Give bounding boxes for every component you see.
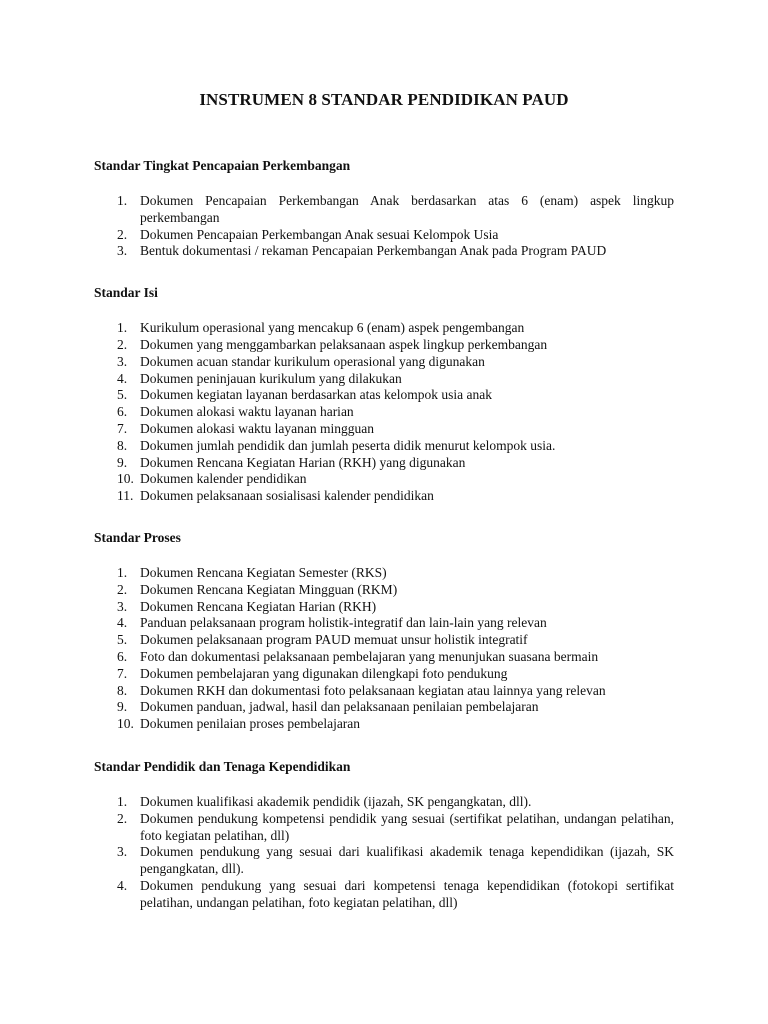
list-item-text: Panduan pelaksanaan program holistik-integratif dan lain-lain yang relevan [140,615,547,631]
section-heading: Standar Proses [94,529,181,545]
section-standar-tingkat-pencapaian [94,157,674,260]
list-item [94,699,674,716]
list-item [94,438,674,455]
list-item-text: Dokumen pendukung kompetensi pendidik yang sesuai (sertifikat pelatihan, undangan pelatihan, foto kegiatan pelatihan, dll) [140,810,674,843]
list-item-text: Bentuk dokumentasi / rekaman Pencapaian Perkembangan Anak pada Program PAUD [140,243,607,259]
list-item [94,599,674,616]
list-item-number: 6. [117,404,128,420]
list-item-text: Dokumen Pencapaian Perkembangan Anak sesuai Kelompok Usia [140,226,499,242]
list-item-number: 4. [117,370,128,386]
list-item-number: 2. [117,226,128,242]
list-item-text: Dokumen acuan standar kurikulum operasional yang digunakan [140,353,485,369]
list-item [94,615,674,632]
list-item-text: Dokumen peninjauan kurikulum yang dilakukan [140,370,402,386]
list-item-number: 8. [117,437,128,453]
list-item-text: Dokumen pembelajaran yang digunakan dilengkapi foto pendukung [140,665,508,681]
list-item-number: 2. [117,336,128,352]
list-item [94,471,674,488]
list-item-text: Dokumen pendukung yang sesuai dari kompetensi tenaga kependidikan (fotokopi sertifikat pelatihan, undangan pelatihan, foto kegiatan pelatihan, dll) [140,877,674,910]
list-item-text: Dokumen kegiatan layanan berdasarkan atas kelompok usia anak [140,387,492,403]
section-heading: Standar Pendidik dan Tenaga Kependidikan [94,758,351,774]
list-item [94,455,674,472]
list-item-number: 7. [117,665,128,681]
list-item [94,193,674,227]
list-item-text: Dokumen panduan, jadwal, hasil dan pelaksanaan penilaian pembelajaran [140,699,539,715]
list-item-number: 1. [117,793,128,809]
list-item [94,716,674,733]
list-item-text: Dokumen alokasi waktu layanan harian [140,404,354,420]
list-item-text: Dokumen RKH dan dokumentasi foto pelaksanaan kegiatan atau lainnya yang relevan [140,682,606,698]
list-item-number: 1. [117,564,128,580]
item-list [94,193,674,260]
list-item-text: Kurikulum operasional yang mencakup 6 (enam) aspek pengembangan [140,320,525,336]
list-item-text: Dokumen Pencapaian Perkembangan Anak berdasarkan atas 6 (enam) aspek lingkup perkembangan [140,193,674,225]
list-item [94,337,674,354]
list-item [94,354,674,371]
list-item [94,387,674,404]
list-item-number: 9. [117,699,128,715]
item-list [94,794,674,912]
list-item-number: 5. [117,387,128,403]
list-item-text: Dokumen jumlah pendidik dan jumlah peserta didik menurut kelompok usia. [140,437,556,453]
list-item-text: Dokumen alokasi waktu layanan mingguan [140,420,374,436]
list-item [94,683,674,700]
list-item-number: 1. [117,193,128,208]
list-item-number: 3. [117,844,128,860]
list-item-number: 1. [117,320,128,336]
list-item-number: 4. [117,615,128,631]
list-item [94,878,674,912]
list-item [94,649,674,666]
list-item-text: Dokumen kalender pendidikan [140,471,307,487]
list-item [94,227,674,244]
section-standar-isi [94,284,674,505]
list-item-number: 9. [117,454,128,470]
list-item-number: 3. [117,353,128,369]
list-item-number: 2. [117,581,128,597]
section-standar-proses [94,529,674,733]
list-item-number: 3. [117,243,128,259]
list-item-text: Dokumen pelaksanaan program PAUD memuat unsur holistik integratif [140,632,528,648]
list-item-number: 11. [117,488,134,504]
list-item [94,632,674,649]
section-standar-pendidik [94,758,674,912]
list-item-text: Dokumen kualifikasi akademik pendidik (ijazah, SK pengangkatan, dll). [140,793,532,809]
list-item-number: 10. [117,471,134,487]
item-list [94,320,674,505]
list-item [94,421,674,438]
list-item-text: Dokumen Rencana Kegiatan Mingguan (RKM) [140,581,398,597]
item-list [94,565,674,733]
list-item-text: Dokumen Rencana Kegiatan Semester (RKS) [140,564,387,580]
list-item-text: Dokumen Rencana Kegiatan Harian (RKH) yang digunakan [140,454,466,470]
list-item-number: 8. [117,682,128,698]
list-item [94,320,674,337]
list-item-text: Foto dan dokumentasi pelaksanaan pembelajaran yang menunjukan suasana bermain [140,648,599,664]
list-item-text: Dokumen yang menggambarkan pelaksanaan aspek lingkup perkembangan [140,336,548,352]
list-item [94,565,674,582]
list-item [94,811,674,845]
list-item [94,666,674,683]
list-item-number: 5. [117,632,128,648]
document-title: INSTRUMEN 8 STANDAR PENDIDIKAN PAUD [199,90,569,109]
list-item-number: 4. [117,877,128,893]
list-item [94,371,674,388]
list-item-number: 10. [117,716,134,732]
list-item-number: 2. [117,810,128,826]
list-item [94,243,674,260]
list-item-number: 6. [117,648,128,664]
list-item-text: Dokumen pendukung yang sesuai dari kualifikasi akademik tenaga kependidikan (ijazah, SK pengangkatan, dll). [140,844,674,877]
list-item-text: Dokumen pelaksanaan sosialisasi kalender pendidikan [140,488,434,504]
list-item [94,582,674,599]
section-heading: Standar Tingkat Pencapaian Perkembangan [94,158,351,173]
list-item-number: 7. [117,420,128,436]
list-item [94,844,674,878]
list-item [94,404,674,421]
list-item-text: Dokumen penilaian proses pembelajaran [140,716,361,732]
list-item-number: 3. [117,598,128,614]
section-heading: Standar Isi [94,285,158,301]
document-page [94,88,674,912]
list-item [94,488,674,505]
list-item-text: Dokumen Rencana Kegiatan Harian (RKH) [140,598,377,614]
list-item [94,794,674,811]
